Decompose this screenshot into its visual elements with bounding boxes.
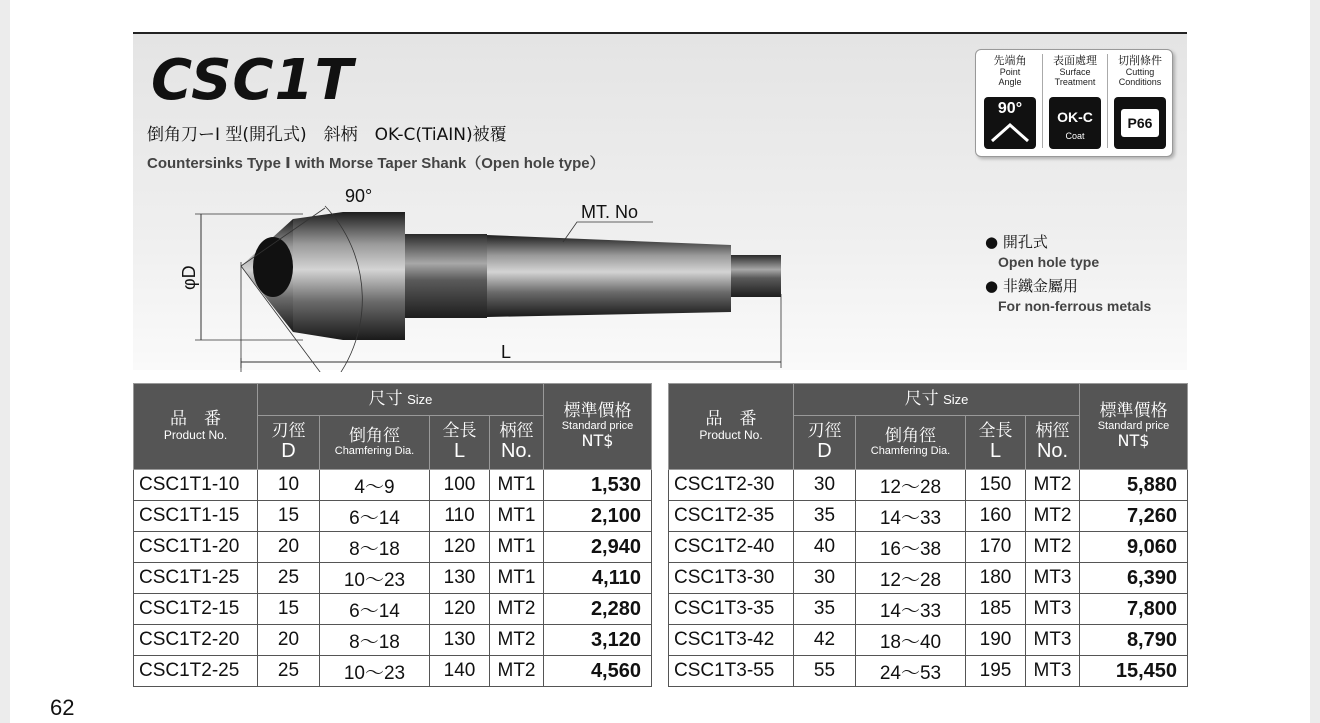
diameter-label: φD (179, 265, 199, 290)
feature-item-2-en: For non-ferrous metals (998, 298, 1152, 314)
feature-item-1-en: Open hole type (998, 254, 1100, 270)
point-angle-icon: 90° (984, 97, 1036, 149)
cell-chamfer-dia: 18～40 (856, 625, 966, 656)
table-row (134, 594, 652, 625)
cell-shank-no: MT2 (490, 594, 544, 625)
cell-chamfer-dia: 12～28 (856, 470, 966, 501)
cell-length: 120 (430, 594, 490, 625)
subtitle-chinese: 倒角刀ーI 型(開孔式) 斜柄 OK-C(TiAIN)被覆 (147, 125, 507, 145)
cell-chamfer-dia: 14～33 (856, 501, 966, 532)
cell-chamfer-dia: 14～33 (856, 594, 966, 625)
spec-divider (1107, 54, 1108, 148)
cell-length: 100 (430, 470, 490, 501)
cell-price: 7,800 (1080, 594, 1188, 625)
cell-length: 180 (966, 563, 1026, 594)
cell-chamfer-dia: 4～9 (320, 470, 430, 501)
cell-chamfer-dia: 6～14 (320, 501, 430, 532)
spec-divider (1042, 54, 1043, 148)
header-chamfer-dia: 倒角徑 Chamfering Dia. (320, 416, 430, 470)
cell-blade-dia: 42 (794, 625, 856, 656)
angle-label: 90° (345, 186, 373, 206)
cell-product-no: CSC1T2-40 (669, 532, 794, 563)
cell-price: 8,790 (1080, 625, 1188, 656)
cell-shank-no: MT2 (1026, 470, 1080, 501)
cell-blade-dia: 30 (794, 563, 856, 594)
header-size: 尺寸 Size (258, 384, 544, 416)
model-title: CSC1T (151, 48, 354, 113)
cell-product-no: CSC1T2-20 (134, 625, 258, 656)
subtitle-english: Countersinks Type Ⅰ with Morse Taper Shank（Open hole type） (147, 155, 605, 172)
table-row (669, 563, 1188, 594)
cell-price: 4,110 (544, 563, 652, 594)
cell-price: 2,940 (544, 532, 652, 563)
cell-product-no: CSC1T3-42 (669, 625, 794, 656)
cell-price: 4,560 (544, 656, 652, 687)
table-row (669, 532, 1188, 563)
countersink-diagram (133, 162, 833, 372)
cell-blade-dia: 20 (258, 625, 320, 656)
cell-price: 3,120 (544, 625, 652, 656)
cell-price: 9,060 (1080, 532, 1188, 563)
cell-blade-dia: 35 (794, 501, 856, 532)
spec-point-angle: 先端角 Point Angle (993, 54, 1027, 87)
length-label: L (501, 342, 512, 362)
cell-chamfer-dia: 6～14 (320, 594, 430, 625)
cell-length: 120 (430, 532, 490, 563)
table-row (669, 625, 1188, 656)
table-row (669, 501, 1188, 532)
cell-chamfer-dia: 8～18 (320, 625, 430, 656)
cell-price: 15,450 (1080, 656, 1188, 687)
cell-price: 1,530 (544, 470, 652, 501)
cell-product-no: CSC1T1-15 (134, 501, 258, 532)
cell-price: 2,280 (544, 594, 652, 625)
cell-shank-no: MT3 (1026, 625, 1080, 656)
cell-blade-dia: 10 (258, 470, 320, 501)
cell-length: 140 (430, 656, 490, 687)
cell-length: 185 (966, 594, 1026, 625)
table-row (669, 656, 1188, 687)
cell-shank-no: MT3 (1026, 563, 1080, 594)
cell-shank-no: MT2 (490, 625, 544, 656)
header-shank-no: 柄徑 No. (1026, 416, 1080, 470)
table-row (134, 532, 652, 563)
spec-table-left (133, 383, 652, 687)
header-size: 尺寸 Size (794, 384, 1080, 416)
cell-shank-no: MT3 (1026, 594, 1080, 625)
product-header-panel (133, 32, 1187, 370)
cell-blade-dia: 25 (258, 656, 320, 687)
header-product-no: 品 番 Product No. (134, 384, 258, 470)
header-blade-d: 刃徑 D (258, 416, 320, 470)
cell-chamfer-dia: 10～23 (320, 656, 430, 687)
cell-chamfer-dia: 10～23 (320, 563, 430, 594)
cell-product-no: CSC1T2-35 (669, 501, 794, 532)
header-length-l: 全長 L (966, 416, 1026, 470)
cell-shank-no: MT2 (1026, 501, 1080, 532)
cell-blade-dia: 35 (794, 594, 856, 625)
cell-length: 130 (430, 563, 490, 594)
cell-chamfer-dia: 24～53 (856, 656, 966, 687)
page-number: 62 (50, 695, 75, 720)
cell-length: 190 (966, 625, 1026, 656)
ok-c-coat-icon: OK-C Coat (1049, 97, 1101, 149)
header-length-l: 全長 L (430, 416, 490, 470)
feature-item-1-zh: ● 開孔式 (985, 233, 1048, 251)
table-row (134, 656, 652, 687)
spec-cutting-conditions: 切削條件 Cutting Conditions (1118, 54, 1162, 87)
table-row (134, 625, 652, 656)
header-shank-no: 柄徑 No. (490, 416, 544, 470)
header-chamfer-dia: 倒角徑 Chamfering Dia. (856, 416, 966, 470)
cell-length: 110 (430, 501, 490, 532)
cell-price: 5,880 (1080, 470, 1188, 501)
cell-chamfer-dia: 8～18 (320, 532, 430, 563)
spec-icon-panel (975, 49, 1173, 157)
cell-blade-dia: 30 (794, 470, 856, 501)
cell-shank-no: MT2 (1026, 532, 1080, 563)
cell-shank-no: MT2 (490, 656, 544, 687)
cell-shank-no: MT1 (490, 563, 544, 594)
cell-price: 7,260 (1080, 501, 1188, 532)
header-blade-d: 刃徑 D (794, 416, 856, 470)
table-row (134, 501, 652, 532)
cell-price: 2,100 (544, 501, 652, 532)
table-row (669, 470, 1188, 501)
header-product-no: 品 番 Product No. (669, 384, 794, 470)
spec-table-right (668, 383, 1188, 687)
cell-length: 195 (966, 656, 1026, 687)
cell-length: 160 (966, 501, 1026, 532)
header-standard-price: 標準價格 Standard price NT$ (544, 384, 652, 470)
cell-product-no: CSC1T3-30 (669, 563, 794, 594)
cell-blade-dia: 20 (258, 532, 320, 563)
cell-chamfer-dia: 16～38 (856, 532, 966, 563)
cell-blade-dia: 15 (258, 594, 320, 625)
cell-product-no: CSC1T1-10 (134, 470, 258, 501)
table-row (134, 470, 652, 501)
cell-shank-no: MT1 (490, 470, 544, 501)
cell-length: 170 (966, 532, 1026, 563)
header-standard-price: 標準價格 Standard price NT$ (1080, 384, 1188, 470)
cell-product-no: CSC1T2-15 (134, 594, 258, 625)
cell-blade-dia: 55 (794, 656, 856, 687)
table-row (134, 563, 652, 594)
feature-item-2-zh: ● 非鐵金屬用 (985, 277, 1078, 295)
cell-blade-dia: 25 (258, 563, 320, 594)
spec-surface-treatment: 表面處理 Surface Treatment (1053, 54, 1097, 87)
cell-product-no: CSC1T2-25 (134, 656, 258, 687)
cutting-conditions-book-icon: P66 (1114, 97, 1166, 149)
cell-product-no: CSC1T1-25 (134, 563, 258, 594)
cell-chamfer-dia: 12～28 (856, 563, 966, 594)
cell-shank-no: MT3 (1026, 656, 1080, 687)
cell-product-no: CSC1T1-20 (134, 532, 258, 563)
cell-product-no: CSC1T3-55 (669, 656, 794, 687)
cell-length: 150 (966, 470, 1026, 501)
feature-list (985, 232, 1151, 320)
cell-price: 6,390 (1080, 563, 1188, 594)
cell-length: 130 (430, 625, 490, 656)
cell-product-no: CSC1T3-35 (669, 594, 794, 625)
cell-shank-no: MT1 (490, 501, 544, 532)
cell-product-no: CSC1T2-30 (669, 470, 794, 501)
cell-blade-dia: 40 (794, 532, 856, 563)
mt-label: MT. No (581, 202, 639, 222)
cell-shank-no: MT1 (490, 532, 544, 563)
table-row (669, 594, 1188, 625)
catalog-page (10, 0, 1310, 723)
cell-blade-dia: 15 (258, 501, 320, 532)
